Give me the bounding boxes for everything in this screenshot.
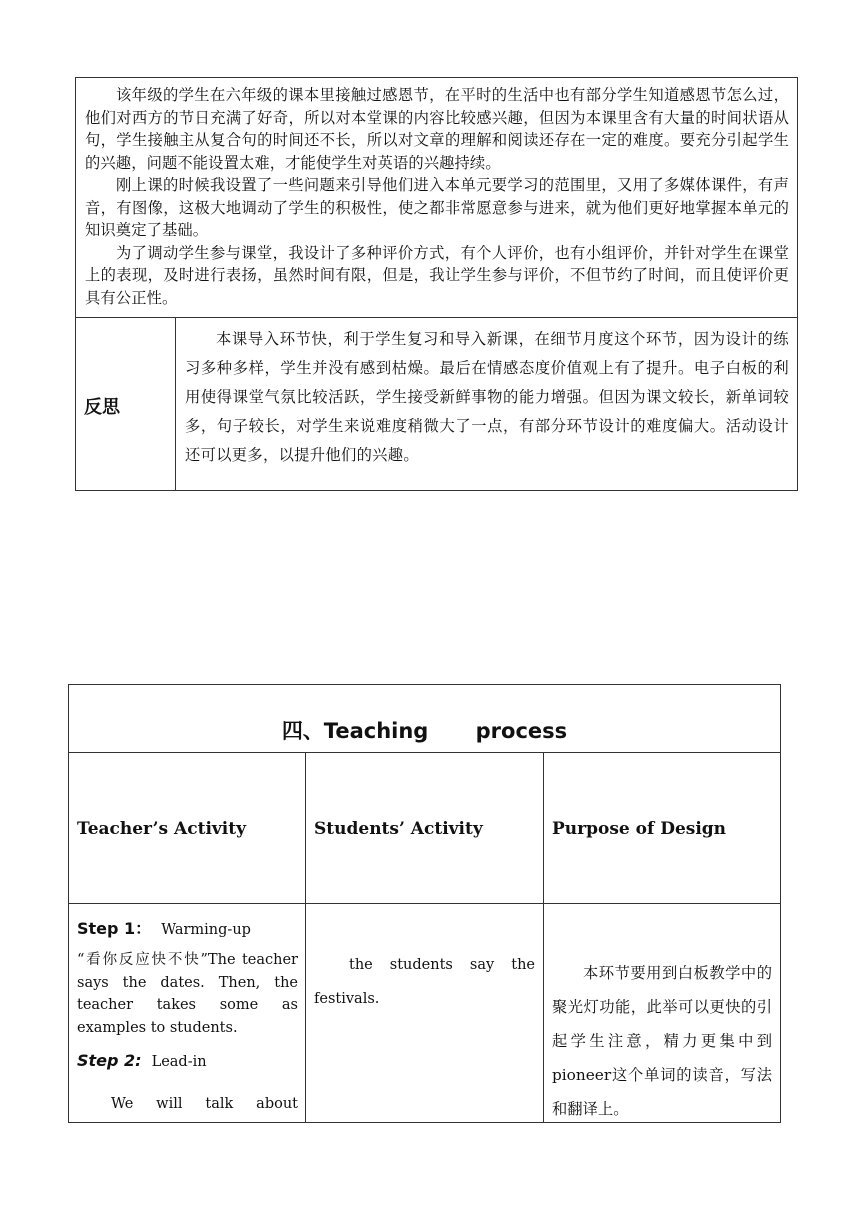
header-purpose-cell xyxy=(544,753,780,904)
step-2-heading xyxy=(77,1051,207,1070)
header-teacher: Teacher’s Activity xyxy=(77,819,246,839)
teacher-activity-cell xyxy=(69,904,306,1122)
step-1-label: Step 1： xyxy=(77,919,152,938)
step-1-name: Warming-up xyxy=(161,922,251,938)
step-2-label: Step 2: xyxy=(77,1051,142,1070)
step-1-text: “看你反应快不快”The teacher says the dates. Then, the teacher takes some as examples to students. xyxy=(77,952,298,1036)
analysis-paragraph-3: 为了调动学生参与课堂，我设计了多种评价方式，有个人评价，也有小组评价，并针对学生在课堂上的表现，及时进行表扬，虽然时间有限，但是，我让学生参与评价，不但节约了时间，而且使评价更具有公正性。 xyxy=(85,243,789,307)
table-title: 四、Teaching process xyxy=(281,719,568,743)
header-purpose: Purpose of Design xyxy=(552,819,727,839)
reflection-text-cell xyxy=(176,318,797,490)
teaching-process-table xyxy=(68,684,781,1123)
purpose-cell xyxy=(544,904,780,1122)
header-students-cell xyxy=(306,753,544,904)
analysis-cell xyxy=(76,78,797,318)
table-title-cell xyxy=(69,685,780,753)
reflection-label-cell xyxy=(76,318,176,490)
analysis-paragraph-1: 该年级的学生在六年级的课本里接触过感恩节，在平时的生活中也有部分学生知道感恩节怎么过，他们对西方的节日充满了好奇，所以对本堂课的内容比较感兴趣，但因为本课里含有大量的时间状语从句，学生接触主从复合句的时间还不长，所以对文章的理解和阅读还存在一定的难度。要充分引起学生的兴趣，问题不能设置太难，才能使学生对英语的兴趣持续。 xyxy=(85,86,789,172)
step-2-name: Lead-in xyxy=(151,1054,207,1070)
purpose-text: 本环节要用到白板教学中的聚光灯功能，此举可以更快的引起学生注意，精力更集中到pioneer这个单词的读音，写法和翻译上。 xyxy=(552,964,772,1118)
reflection-label: 反思 xyxy=(84,397,120,418)
header-teacher-cell xyxy=(69,753,306,904)
students-text: the students say the festivals. xyxy=(314,957,535,1007)
reflection-table xyxy=(75,77,798,491)
reflection-text: 本课导入环节快，利于学生复习和导入新课，在细节月度这个环节，因为设计的练习多种多样，学生并没有感到枯燥。最后在情感态度价值观上有了提升。电子白板的利用使得课堂气氛比较活跃，学生接受新鲜事物的能力增强。但因为课文较长，新单词较多，句子较长，对学生来说难度稍微大了一点，有部分环节设计的难度偏大。活动设计还可以更多，以提升他们的兴趣。 xyxy=(185,330,789,464)
students-activity-cell xyxy=(306,904,544,1122)
step-1-heading xyxy=(77,916,251,939)
analysis-paragraph-2: 刚上课的时候我设置了一些问题来引导他们进入本单元要学习的范围里，又用了多媒体课件，有声音，有图像，这极大地调动了学生的积极性，使之都非常愿意参与进来，就为他们更好地掌握本单元的知识奠定了基础。 xyxy=(85,176,789,239)
step-2-text: We will talk about xyxy=(111,1096,298,1112)
header-students: Students’ Activity xyxy=(314,819,483,839)
